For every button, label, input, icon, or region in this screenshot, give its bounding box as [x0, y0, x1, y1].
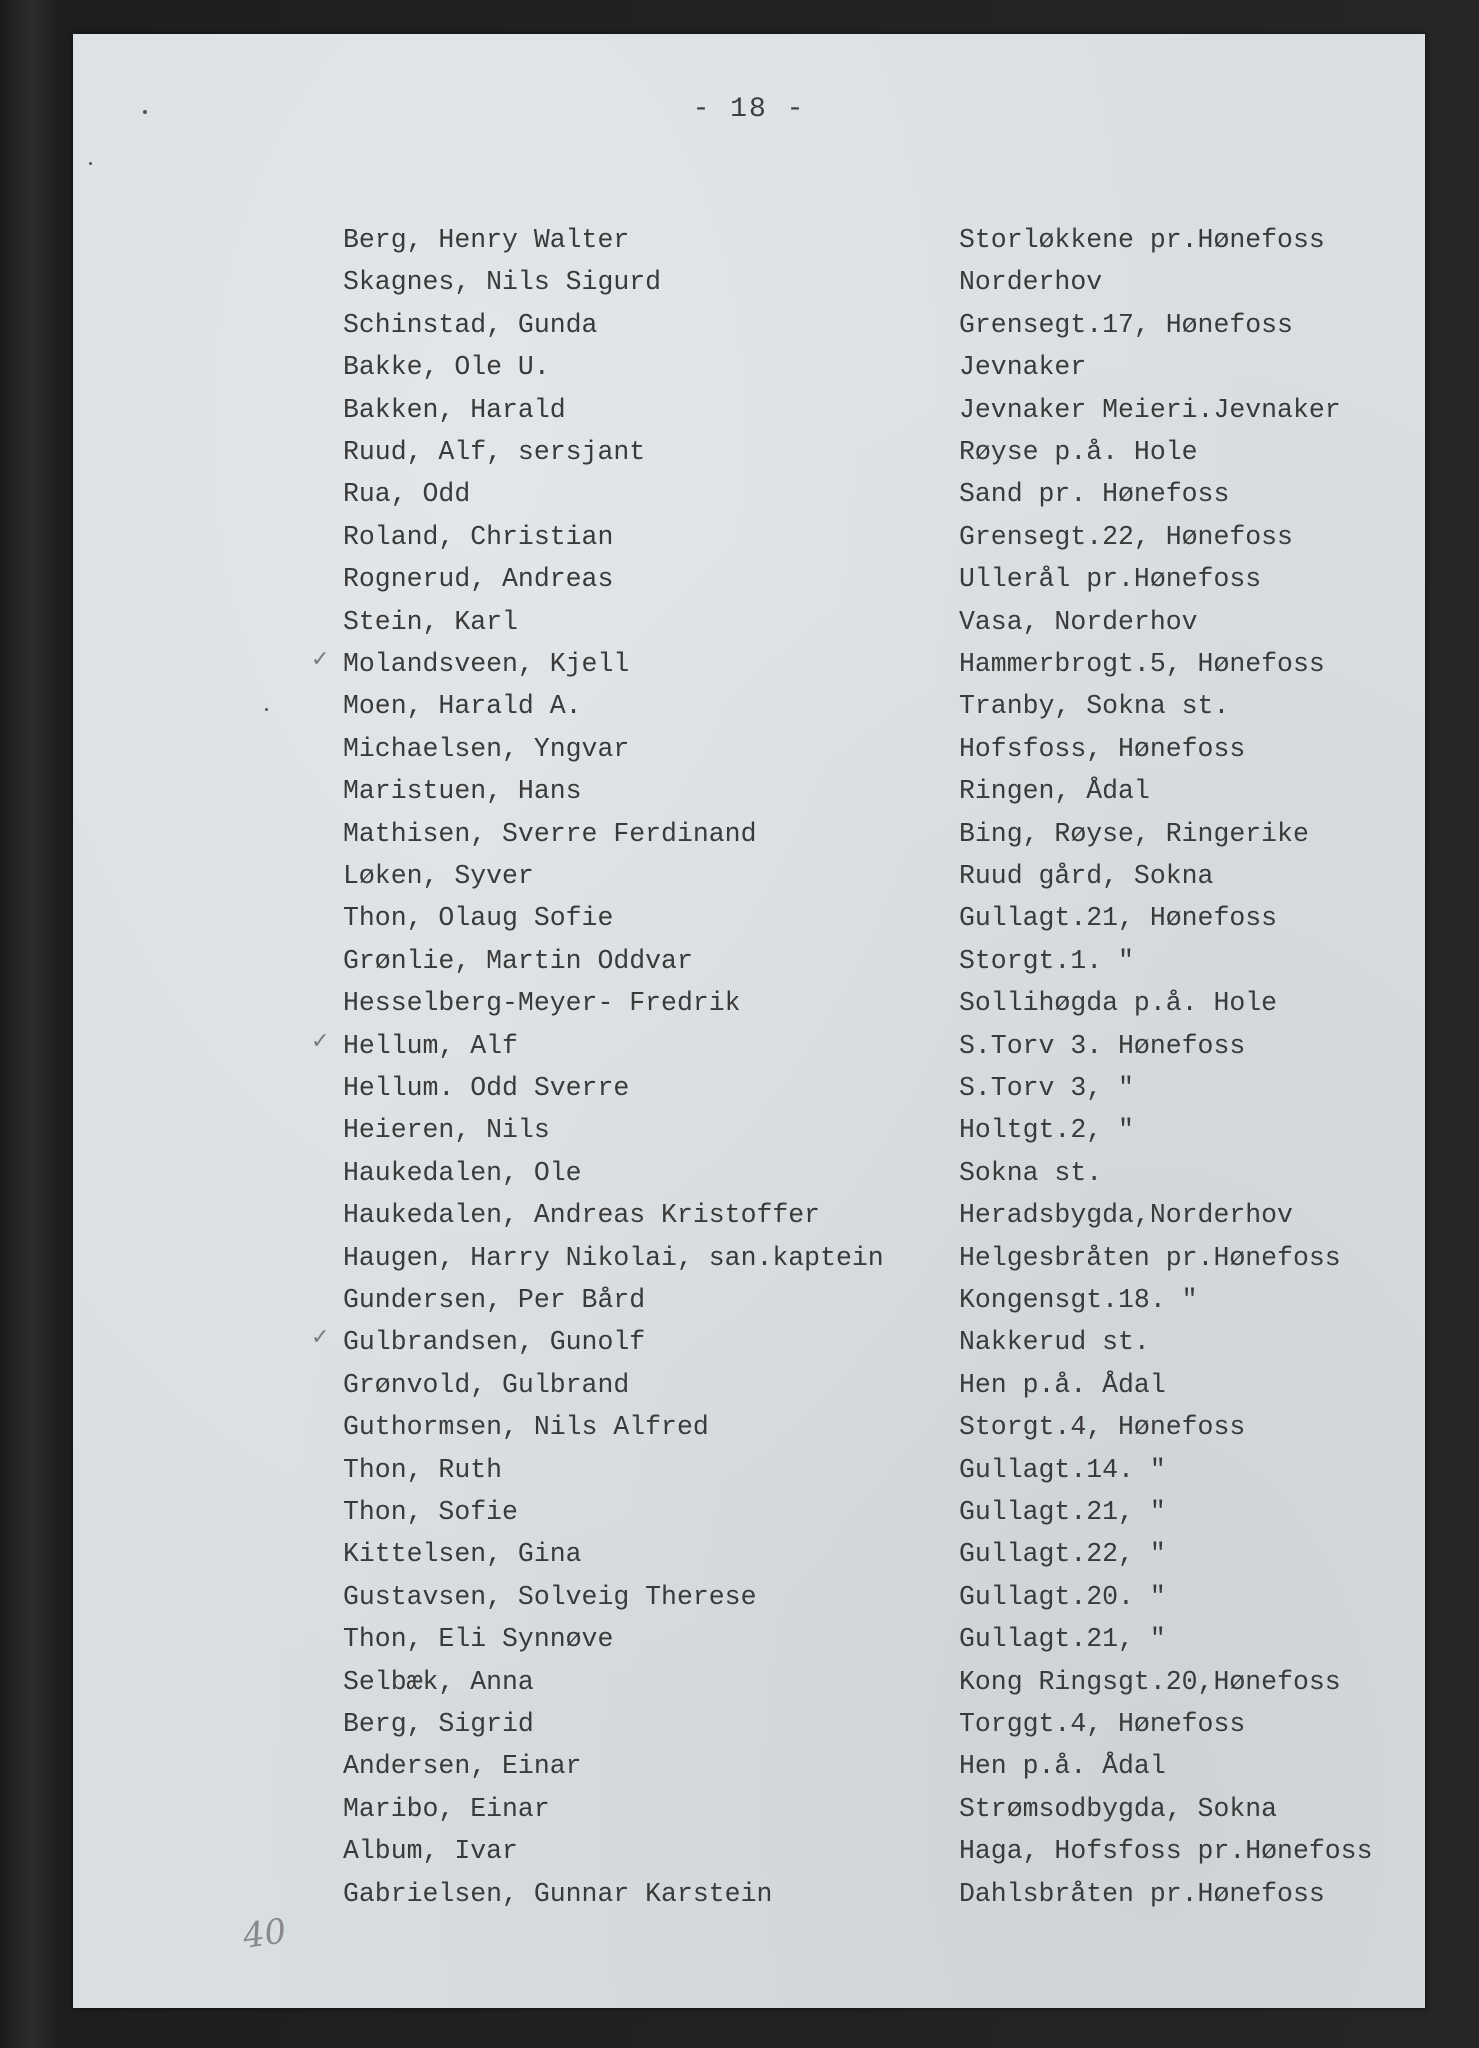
person-address: Hen p.å. Ådal	[959, 1751, 1166, 1782]
person-address: Gullagt.21, "	[959, 1497, 1166, 1527]
person-name: Andersen, Einar	[343, 1751, 582, 1782]
list-item	[73, 1830, 1425, 1872]
check-mark-icon: ✓	[311, 1028, 330, 1054]
list-item	[73, 1788, 1425, 1830]
person-name: Guthormsen, Nils Alfred	[343, 1412, 709, 1443]
list-item	[73, 1279, 1425, 1321]
person-address: Sand pr. Hønefoss	[959, 479, 1230, 510]
list-item	[73, 1491, 1425, 1533]
list-item	[73, 304, 1425, 346]
list-item	[73, 1025, 1425, 1067]
person-name: Berg, Sigrid	[343, 1709, 534, 1739]
person-address: Ringen, Ådal	[959, 776, 1150, 807]
person-address: Gullagt.14. "	[959, 1454, 1166, 1485]
person-name: Bakke, Ole U.	[343, 352, 550, 383]
person-name: Thon, Eli Synnøve	[343, 1624, 614, 1655]
list-item	[73, 982, 1425, 1024]
check-mark-icon: ✓	[311, 1325, 330, 1351]
list-item	[73, 1237, 1425, 1279]
person-address: Ullerål pr.Hønefoss	[959, 564, 1262, 595]
person-name: Hesselberg-Meyer- Fredrik	[343, 988, 741, 1019]
list-item	[73, 1618, 1425, 1660]
list-item	[73, 770, 1425, 812]
person-name: Rognerud, Andreas	[343, 564, 614, 595]
person-name: Thon, Sofie	[343, 1497, 518, 1527]
person-name: Haugen, Harry Nikolai, san.kaptein	[343, 1242, 884, 1273]
person-name: Rua, Odd	[343, 479, 471, 510]
person-address: Storløkkene pr.Hønefoss	[959, 225, 1325, 255]
person-name: Mathisen, Sverre Ferdinand	[343, 818, 757, 849]
person-name: Berg, Henry Walter	[343, 225, 630, 255]
person-name: Maristuen, Hans	[343, 776, 582, 807]
list-item	[73, 1067, 1425, 1109]
list-item	[73, 558, 1425, 600]
list-item	[73, 431, 1425, 473]
person-address: Hammerbrogt.5, Hønefoss	[959, 649, 1325, 679]
person-name: Maribo, Einar	[343, 1793, 550, 1824]
person-name: Haukedalen, Andreas Kristoffer	[343, 1200, 821, 1231]
person-address: S.Torv 3. Hønefoss	[959, 1030, 1246, 1061]
list-item	[73, 389, 1425, 431]
list-item	[73, 1321, 1425, 1363]
person-name: Kittelsen, Gina	[343, 1539, 582, 1570]
person-name: Schinstad, Gunda	[343, 309, 598, 340]
person-name: Gulbrandsen, Gunolf	[343, 1327, 646, 1358]
list-item	[73, 1109, 1425, 1151]
person-address: Jevnaker Meieri.Jevnaker	[959, 394, 1341, 425]
list-item	[73, 1703, 1425, 1745]
person-name: Gabrielsen, Gunnar Karstein	[343, 1878, 773, 1909]
list-item	[73, 1745, 1425, 1787]
person-address: Kong Ringsgt.20,Hønefoss	[959, 1666, 1341, 1697]
list-item	[73, 346, 1425, 388]
list-item	[73, 261, 1425, 303]
person-address: Nakkerud st.	[959, 1327, 1150, 1358]
person-name: Thon, Ruth	[343, 1454, 503, 1485]
check-mark-icon: ✓	[311, 647, 330, 672]
person-address: Gullagt.21, Hønefoss	[959, 903, 1278, 934]
person-address: Helgesbråten pr.Hønefoss	[959, 1242, 1341, 1273]
person-name: Gustavsen, Solveig Therese	[343, 1581, 757, 1612]
list-item	[73, 219, 1425, 261]
person-name: Skagnes, Nils Sigurd	[343, 267, 662, 298]
person-address: Tranby, Sokna st.	[959, 691, 1230, 722]
person-address: Jevnaker	[959, 352, 1087, 383]
list-item	[73, 1406, 1425, 1448]
list-item	[73, 855, 1425, 897]
list-item	[73, 1873, 1425, 1915]
list-item	[73, 813, 1425, 855]
person-name: Roland, Christian	[343, 521, 614, 552]
person-address: Torggt.4, Hønefoss	[959, 1709, 1246, 1739]
person-address: Bing, Røyse, Ringerike	[959, 818, 1309, 849]
list-item	[73, 643, 1425, 685]
person-name: Hellum, Alf	[343, 1030, 518, 1061]
person-address: Haga, Hofsfoss pr.Hønefoss	[959, 1836, 1373, 1867]
person-address: Sollihøgda p.å. Hole	[959, 988, 1278, 1019]
document-page	[73, 34, 1425, 2008]
person-address: Gullagt.20. "	[959, 1581, 1166, 1612]
person-name: Album, Ivar	[343, 1836, 518, 1867]
person-address: Gullagt.22, "	[959, 1539, 1166, 1570]
ink-speck	[143, 110, 147, 114]
person-name: Ruud, Alf, sersjant	[343, 437, 646, 467]
person-address: Dahlsbråten pr.Hønefoss	[959, 1878, 1325, 1909]
list-item	[73, 1661, 1425, 1703]
person-name: Michaelsen, Yngvar	[343, 733, 630, 764]
person-address: Hofsfoss, Hønefoss	[959, 733, 1246, 764]
person-name: Bakken, Harald	[343, 394, 566, 425]
person-name: Stein, Karl	[343, 606, 518, 637]
list-item	[73, 1576, 1425, 1618]
person-address: Ruud gård, Sokna	[959, 861, 1214, 891]
person-address: Vasa, Norderhov	[959, 606, 1198, 637]
person-address: Sokna st.	[959, 1157, 1103, 1188]
list-item	[73, 728, 1425, 770]
person-address: Norderhov	[959, 267, 1103, 298]
person-address: Grensegt.17, Hønefoss	[959, 309, 1293, 340]
person-name: Molandsveen, Kjell	[343, 649, 630, 679]
person-address: Hen p.å. Ådal	[959, 1369, 1166, 1400]
person-name: Moen, Harald A.	[343, 691, 582, 722]
person-name: Grønvold, Gulbrand	[343, 1369, 630, 1400]
person-address: Gullagt.21, "	[959, 1624, 1166, 1655]
person-address: Grensegt.22, Hønefoss	[959, 521, 1293, 552]
handwritten-count: 40	[240, 1911, 289, 1957]
list-item	[73, 1533, 1425, 1575]
list-item	[73, 1194, 1425, 1236]
person-name: Haukedalen, Ole	[343, 1157, 582, 1188]
person-name: Gundersen, Per Bård	[343, 1285, 646, 1315]
person-name: Løken, Syver	[343, 861, 534, 891]
list-item	[73, 897, 1425, 939]
person-address: Storgt.4, Hønefoss	[959, 1412, 1246, 1443]
list-item	[73, 1449, 1425, 1491]
person-address: Heradsbygda,Norderhov	[959, 1200, 1293, 1231]
person-address: Kongensgt.18. "	[959, 1285, 1198, 1315]
person-address: Storgt.1. "	[959, 945, 1134, 976]
person-name: Hellum. Odd Sverre	[343, 1073, 630, 1103]
list-item	[73, 516, 1425, 558]
list-item	[73, 1364, 1425, 1406]
list-item	[73, 685, 1425, 727]
person-address: S.Torv 3, "	[959, 1073, 1134, 1103]
person-name: Selbæk, Anna	[343, 1666, 534, 1697]
list-item	[73, 940, 1425, 982]
person-name: Grønlie, Martin Oddvar	[343, 945, 693, 976]
person-address: Strømsodbygda, Sokna	[959, 1793, 1278, 1824]
list-item	[73, 473, 1425, 515]
list-item	[73, 1152, 1425, 1194]
person-address: Røyse p.å. Hole	[959, 437, 1198, 467]
page-number: - 18 -	[692, 94, 806, 125]
ink-speck	[89, 162, 92, 165]
list-item	[73, 601, 1425, 643]
person-address: Holtgt.2, "	[959, 1115, 1134, 1146]
person-name: Heieren, Nils	[343, 1115, 550, 1146]
person-name: Thon, Olaug Sofie	[343, 903, 614, 934]
